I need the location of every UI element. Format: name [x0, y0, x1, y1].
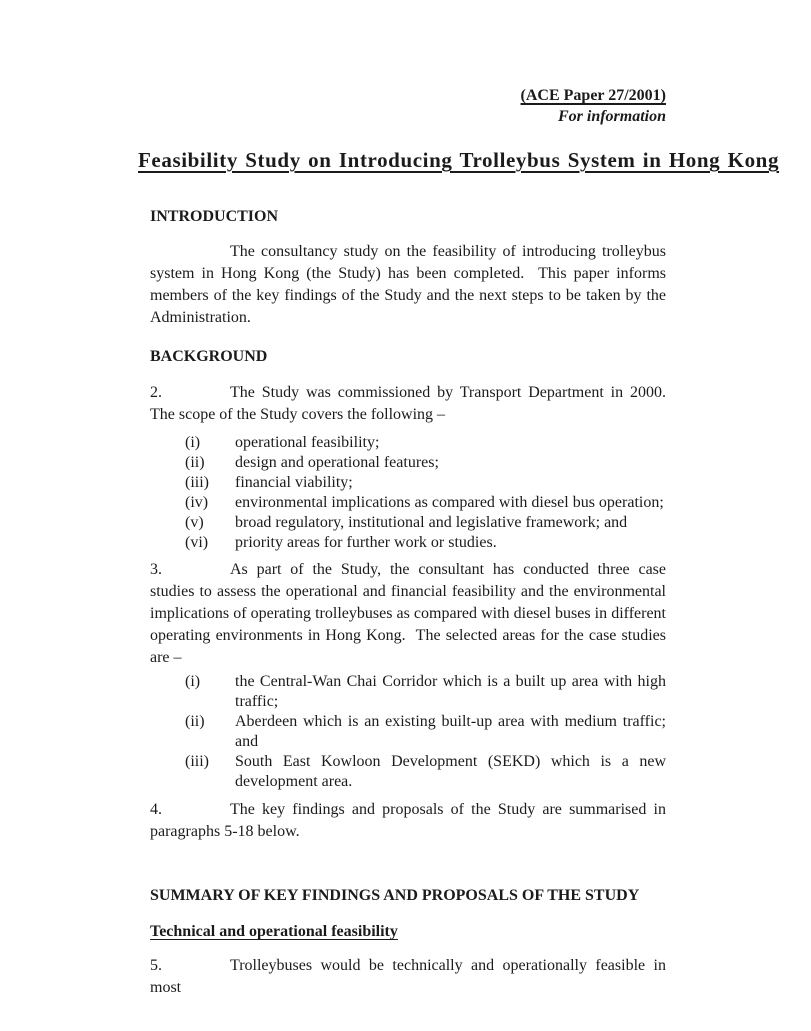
list-item — [150, 752, 666, 792]
list-text: broad regulatory, institutional and legislative framework; and — [235, 514, 628, 531]
list-marker: (vi) — [185, 534, 209, 551]
heading-summary: SUMMARY OF KEY FINDINGS AND PROPOSALS OF THE STUDY — [150, 887, 640, 904]
list-text: environmental implications as compared with diesel bus operation; — [235, 494, 664, 511]
heading-introduction: INTRODUCTION — [150, 208, 279, 225]
list-text: operational feasibility; — [235, 434, 380, 451]
paragraph-number: 5. — [150, 957, 162, 974]
list-text: design and operational features; — [235, 454, 439, 471]
list-item — [150, 453, 666, 473]
paragraph-number: 4. — [150, 801, 162, 818]
list-text: financial viability; — [235, 474, 353, 491]
paragraph-number: 2. — [150, 384, 162, 401]
paper-reference: (ACE Paper 27/2001) — [520, 87, 666, 104]
paragraph-text: The Study was commissioned by Transport Department in 2000. The scope of the Study covers the following – — [150, 384, 674, 423]
heading-background: BACKGROUND — [150, 348, 268, 365]
list-marker: (iii) — [185, 753, 209, 770]
list-marker: (ii) — [185, 713, 205, 730]
list-item — [150, 513, 666, 533]
list-text: priority areas for further work or studies. — [235, 534, 497, 551]
list-item — [150, 712, 666, 752]
document-content — [138, 0, 780, 999]
list-item — [150, 473, 666, 493]
paragraph-4 — [150, 799, 670, 843]
list-item — [150, 533, 666, 553]
list-item — [150, 433, 666, 453]
list-text: the Central-Wan Chai Corridor which is a built up area with high traffic; — [235, 673, 666, 710]
list-item — [150, 672, 666, 712]
case-study-list — [150, 672, 666, 792]
paragraph-text: As part of the Study, the consultant has conducted three case studies to assess the operational and financial feasibility and the environmental implications of operating trolleybuses as compared with diesel buses in different operating environments in Hong Kong. The selected areas for the case studies are – — [150, 561, 670, 666]
list-marker: (i) — [185, 673, 201, 690]
paragraph-5 — [150, 955, 670, 999]
list-item — [150, 493, 666, 513]
for-information-label: For information — [557, 108, 666, 125]
list-marker: (i) — [185, 434, 201, 451]
document-title: Feasibility Study on Introducing Trolleybus System in Hong Kong — [138, 148, 780, 172]
paragraph-number: 3. — [150, 561, 162, 578]
paragraph-text: Trolleybuses would be technically and operationally feasible in most — [150, 957, 670, 996]
list-text: South East Kowloon Development (SEKD) which is a new development area. — [235, 753, 666, 790]
list-text: Aberdeen which is an existing built-up area with medium traffic; and — [235, 713, 666, 750]
subheading-technical-feasibility: Technical and operational feasibility — [150, 923, 398, 940]
list-marker: (ii) — [185, 454, 205, 471]
scope-list — [150, 433, 666, 553]
paragraph-text: The key findings and proposals of the Study are summarised in paragraphs 5-18 below. — [150, 801, 670, 840]
list-marker: (iv) — [185, 494, 209, 511]
paragraph-2 — [150, 382, 674, 426]
paragraph-1: The consultancy study on the feasibility of introducing trolleybus system in Hong Kong (the Study) has been completed. This paper informs members of the key findings of the Study and the next steps to be taken by the Administration. — [150, 243, 670, 326]
list-marker: (iii) — [185, 474, 209, 491]
paragraph-3 — [150, 559, 670, 669]
document-header — [150, 0, 666, 127]
list-marker: (v) — [185, 514, 204, 531]
